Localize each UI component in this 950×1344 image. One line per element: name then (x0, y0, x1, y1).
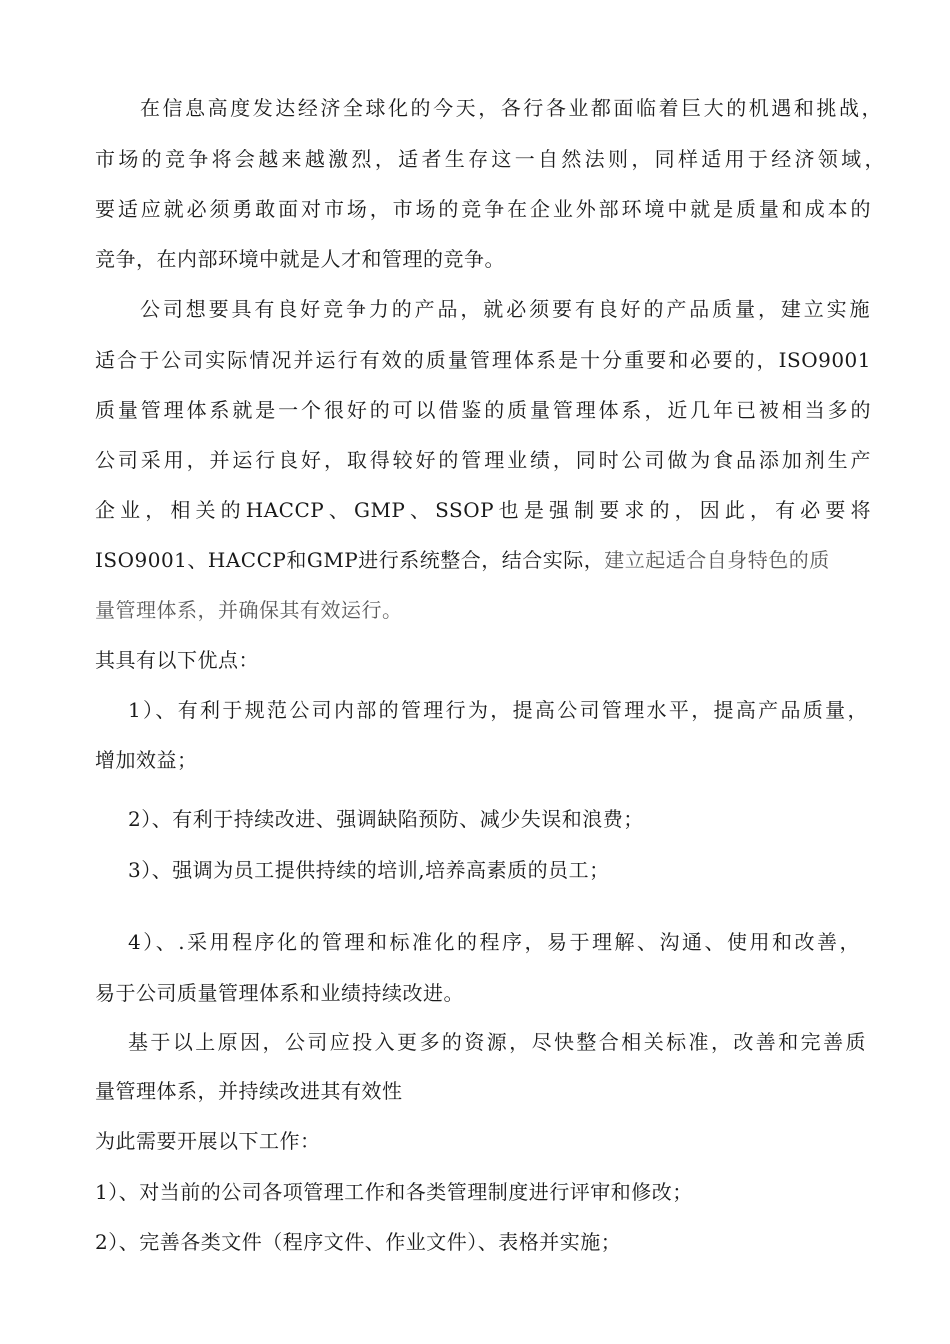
para2-line7: 量管理体系，并确保其有效运行。 (95, 598, 403, 622)
work-heading: 为此需要开展以下工作： (95, 1129, 321, 1153)
advantage-item-1-line2: 增加效益； (95, 748, 198, 772)
advantage-item-2: 2）、有利于持续改进、强调缺陷预防、减少失误和浪费； (128, 807, 644, 831)
para2-line5: 企业，相关的HACCP、GMP、SSOP也是强制要求的，因此，有必要将 (95, 498, 871, 522)
para1-line4: 竞争，在内部环境中就是人才和管理的竞争。 (95, 247, 505, 271)
para2-line3: 质量管理体系就是一个很好的可以借鉴的质量管理体系，近几年已被相当多的 (95, 398, 871, 422)
para3-line2: 量管理体系，并持续改进其有效性 (95, 1079, 403, 1103)
para1-line3: 要适应就必须勇敢面对市场，市场的竞争在企业外部环境中就是质量和成本的 (95, 197, 871, 221)
advantage-item-3: 3）、强调为员工提供持续的培训,培养高素质的员工； (128, 858, 610, 882)
advantage-item-1-line1: 1）、有利于规范公司内部的管理行为，提高公司管理水平，提高产品质量， (128, 698, 868, 722)
para2-line4: 公司采用，并运行良好，取得较好的管理业绩，同时公司做为食品添加剂生产 (95, 448, 871, 472)
para3-line1: 基于以上原因，公司应投入更多的资源，尽快整合相关标准，改善和完善质 (128, 1030, 866, 1054)
advantage-item-4-line2: 易于公司质量管理体系和业绩持续改进。 (95, 981, 464, 1005)
para2-line6-black: ISO9001、HACCP和GMP进行系统整合，结合实际， (95, 548, 605, 572)
para1-line2: 市场的竞争将会越来越激烈，适者生存这一自然法则，同样适用于经济领域， (95, 147, 885, 171)
para2-line2: 适合于公司实际情况并运行有效的质量管理体系是十分重要和必要的，ISO9001 (95, 348, 871, 372)
para1-line1: 在信息高度发达经济全球化的今天，各行各业都面临着巨大的机遇和挑战， (140, 96, 882, 120)
para2-line1: 公司想要具有良好竞争力的产品，就必须要有良好的产品质量，建立实施 (140, 297, 870, 321)
work-item-1: 1）、对当前的公司各项管理工作和各类管理制度进行评审和修改； (95, 1180, 693, 1204)
para2-line6 (95, 546, 830, 574)
para2-line6-gray: 建立起适合自身特色的质 (604, 548, 830, 572)
advantages-heading: 其具有以下优点： (95, 648, 259, 672)
work-item-2: 2）、完善各类文件（程序文件、作业文件）、表格并实施； (95, 1230, 622, 1254)
advantage-item-4-line1: 4）、.采用程序化的管理和标准化的程序，易于理解、沟通、使用和改善， (128, 930, 860, 954)
